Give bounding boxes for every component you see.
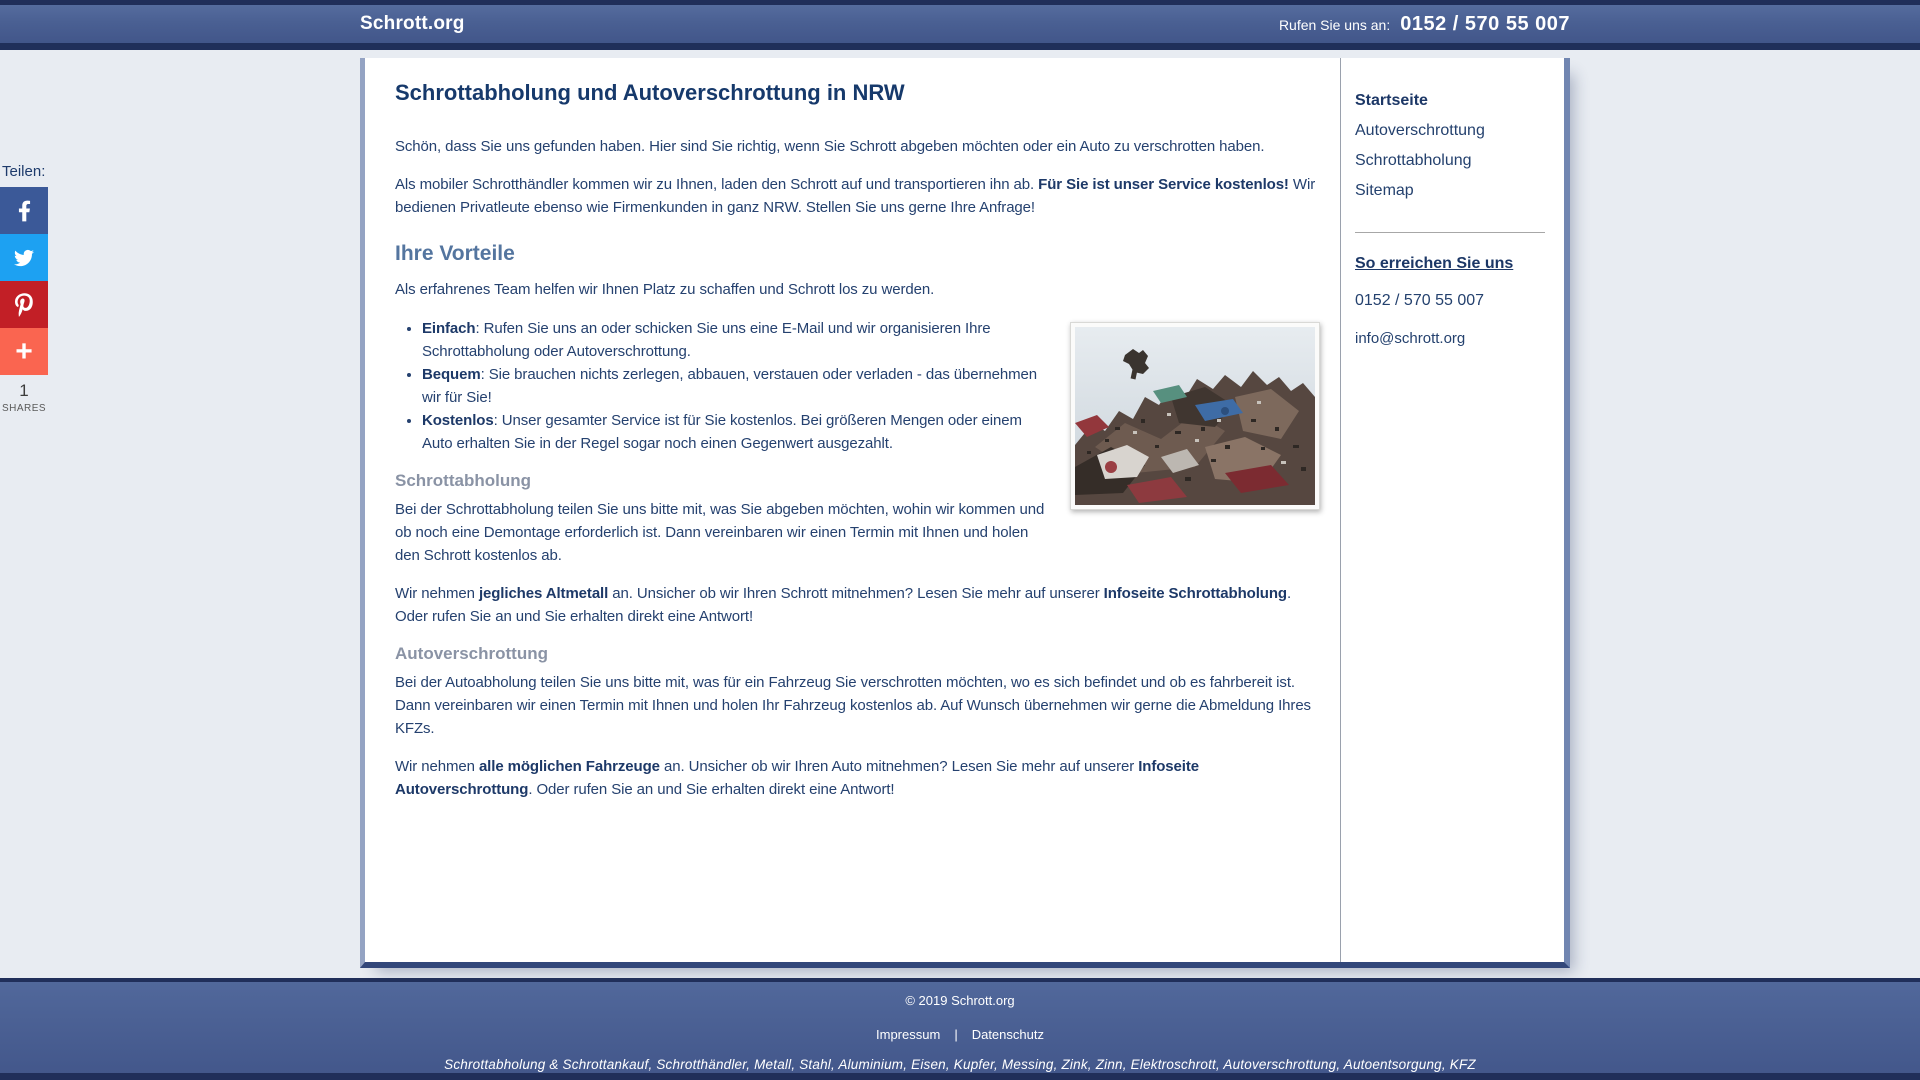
facebook-icon [18, 199, 31, 223]
content-sidebar-divider [1340, 58, 1341, 962]
scrapyard-image [1075, 327, 1315, 505]
impressum-link[interactable]: Impressum [876, 1027, 941, 1042]
intro-paragraph-2: Als mobiler Schrotthändler kommen wir zu Ihnen, laden den Schrott auf und transportieren ihn ab. Für Sie ist unser Service kostenlos! Wir bedienen Privatleute ebenso wie Firmenkunden in ganz NRW. Stellen Sie uns gerne Ihre Anfrage! [395, 176, 1316, 216]
sidebar-phone-link[interactable]: 0152 / 570 55 007 [1355, 292, 1485, 309]
site-header [0, 0, 1920, 50]
autoverschrottung-heading: Autoverschrottung [395, 644, 548, 663]
vorteile-heading: Ihre Vorteile [395, 242, 515, 265]
share-label: Teilen: [2, 163, 46, 180]
footer-link-separator: | [954, 1027, 958, 1042]
pinterest-icon [15, 293, 33, 317]
autoverschrottung-paragraph-2: Wir nehmen alle möglichen Fahrzeuge an. Unsicher ob wir Ihren Auto mitnehmen? Lesen Sie mehr auf unserer Infoseite Autoverschrottung. Oder rufen Sie an und Sie erhalten direkt eine Antwort! [395, 758, 1199, 798]
footer-keywords: Schrottabholung & Schrottankauf, Schrotthändler, Metall, Stahl, Aluminium, Eisen, Kupfer, Messing, Zink, Zinn, Elektroschrott, Autoverschrottung, Autoentsorgung, KFZ [444, 1057, 1476, 1072]
header-inner [360, 5, 1570, 43]
vorteile-lead: Als erfahrenes Team helfen wir Ihnen Platz zu schaffen und Schrott los zu werden. [395, 281, 935, 298]
datenschutz-link[interactable]: Datenschutz [971, 1027, 1044, 1042]
contact-heading: So erreichen Sie uns [1355, 255, 1514, 272]
call-us-label: Rufen Sie uns an: [1278, 16, 1391, 33]
main-content [395, 58, 1320, 816]
site-logo-text[interactable]: Schrott.org [360, 13, 465, 34]
autoverschrottung-paragraph-1: Bei der Autoabholung teilen Sie uns bitte mit, was für ein Fahrzeug Sie verschrotten möchten, wo es sich befindet und ob es fahrbereit ist. Dann vereinbaren wir einen Termin mit Ihnen und holen Ihr Fahrzeug kostenlos ab. Auf Wunsch übernehmen wir gerne die Abmeldung Ihres KFZs. [395, 674, 1311, 737]
content-wrapper [360, 58, 1570, 968]
footer-bottom-strip [0, 1073, 1920, 1080]
twitter-icon [12, 248, 36, 268]
list-item: • Einfach: Rufen Sie uns an oder schicken Sie uns eine E-Mail und wir organisieren Ihre Schrottabholung oder Autoverschrottung. [422, 317, 1320, 363]
jegliches-altmetall-bold: jegliches Altmetall [478, 585, 609, 602]
alle-fahrzeuge-bold: alle möglichen Fahrzeuge [478, 758, 660, 775]
sidebar-item-startseite[interactable]: Startseite [1355, 92, 1428, 109]
share-count [0, 381, 48, 414]
sidebar-email-link[interactable]: info@schrott.org [1355, 330, 1466, 347]
schrottabholung-heading: Schrottabholung [395, 471, 531, 490]
scrapyard-photo [1070, 322, 1320, 510]
copyright-text: © 2019 Schrott.org [905, 993, 1015, 1008]
sidebar [1355, 58, 1555, 347]
facebook-share-button[interactable] [0, 187, 48, 234]
schrottabholung-paragraph-1: Bei der Schrottabholung teilen Sie uns bitte mit, was Sie abgeben möchten, wohin wir kommen und ob noch eine Demontage erforderlich ist. Dann vereinbaren wir einen Termin mit Ihnen und holen den Schrott kostenlos ab. [395, 501, 1045, 564]
site-footer [0, 978, 1920, 1080]
share-count-number: 1 [19, 381, 29, 400]
page-title: Schrottabholung und Autoverschrottung in NRW [395, 80, 905, 105]
intro-paragraph-1: Schön, dass Sie uns gefunden haben. Hier sind Sie richtig, wenn Sie Schrott abgeben möchten oder ein Auto zu verschrotten haben. [395, 138, 1265, 155]
pinterest-share-button[interactable] [0, 281, 48, 328]
schrottabholung-paragraph-2: Wir nehmen jegliches Altmetall an. Unsicher ob wir Ihren Schrott mitnehmen? Lesen Sie mehr auf unserer Infoseite Schrottabholung. Oder rufen Sie an und Sie erhalten direkt eine Antwort! [395, 585, 1292, 625]
sidebar-item-autoverschrottung[interactable]: Autoverschrottung [1355, 122, 1485, 139]
sidebar-item-sitemap[interactable]: Sitemap [1355, 182, 1414, 199]
plus-icon: + [15, 334, 33, 368]
infoseite-schrottabholung-link[interactable]: Infoseite Schrottabholung [1103, 585, 1287, 602]
list-item: • Bequem: Sie brauchen nichts zerlegen, abbauen, verstauen oder verladen - das übernehmen wir für Sie! [422, 363, 1320, 409]
share-count-caption: SHARES [1, 403, 47, 414]
twitter-share-button[interactable] [0, 234, 48, 281]
social-share-bar [0, 163, 60, 414]
more-share-button[interactable] [0, 328, 48, 375]
footer-links [0, 1027, 1920, 1042]
sidebar-item-schrottabholung[interactable]: Schrottabholung [1355, 152, 1472, 169]
header-call-block [1279, 13, 1570, 36]
list-item: • Kostenlos: Unser gesamter Service ist für Sie kostenlos. Bei größeren Mengen oder einem Auto erhalten Sie in der Regel sogar noch einen Gegenwert ausgezahlt. [422, 409, 1320, 455]
sidebar-divider [1355, 232, 1545, 233]
header-phone-number: 0152 / 570 55 007 [1400, 12, 1570, 35]
service-kostenlos-bold: Für Sie ist unser Service kostenlos! [1038, 176, 1289, 193]
infoseite-autoverschrottung-link[interactable]: Infoseite Autoverschrottung [395, 758, 1199, 798]
